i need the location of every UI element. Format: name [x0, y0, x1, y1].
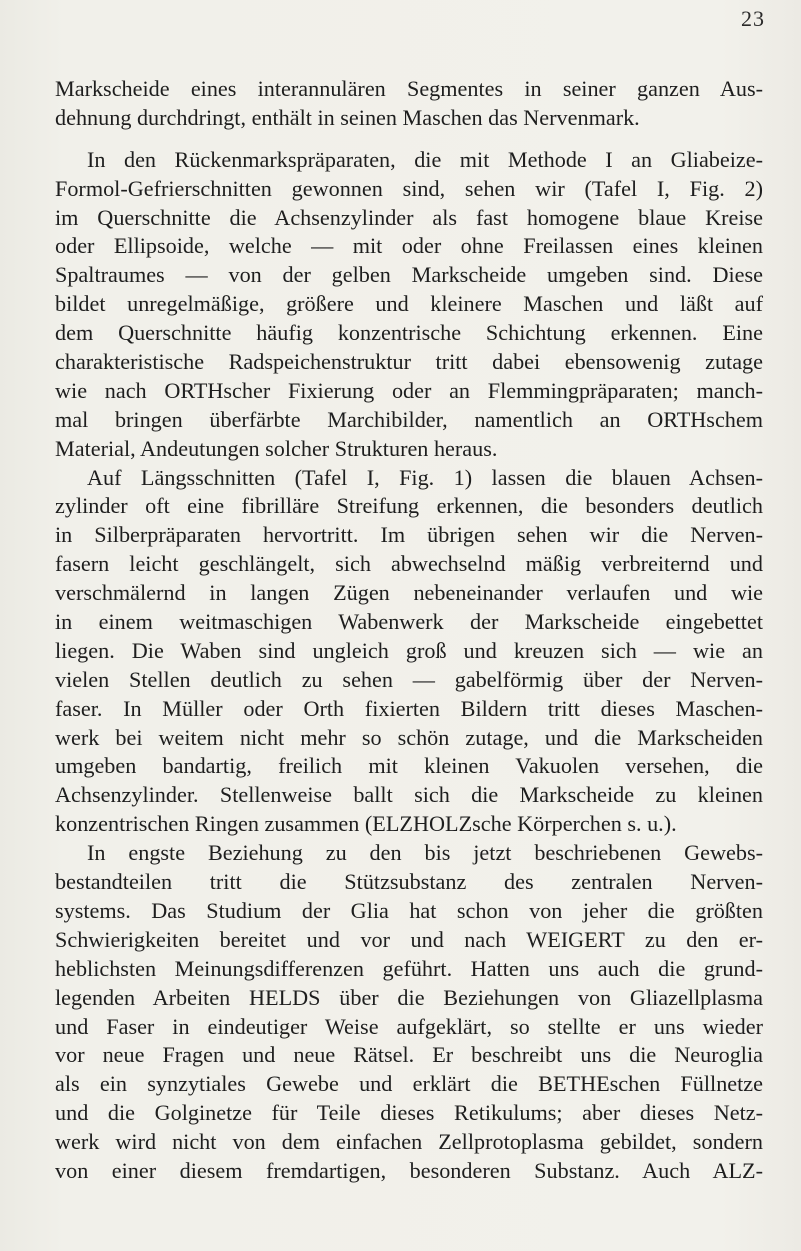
text-line: dem Querschnitte häufig konzentrische Schichtung erkennen. Eine: [55, 320, 763, 346]
text-line: Auf Längsschnitten (Tafel I, Fig. 1) lassen die blauen Achsen-: [87, 464, 763, 490]
text-line: Formol-Gefrierschnitten gewonnen sind, sehen wir (Tafel I, Fig. 2): [55, 175, 763, 201]
text-line: bestandteilen tritt die Stützsubstanz des zentralen Nerven-: [55, 869, 763, 895]
text-line: im Querschnitte die Achsenzylinder als fast homogene blaue Kreise: [55, 204, 763, 230]
text-line: und Faser in eindeutiger Weise aufgeklärt, so stellte er uns wieder: [55, 1013, 763, 1039]
text-line: umgeben bandartig, freilich mit kleinen Vakuolen versehen, die: [55, 753, 763, 779]
text-line: und die Golginetze für Teile dieses Retikulums; aber dieses Netz-: [55, 1100, 763, 1126]
text-line: heblichsten Meinungsdifferenzen geführt. Hatten uns auch die grund-: [55, 955, 763, 981]
text-line: Spaltraumes — von der gelben Markscheide umgeben sind. Diese: [55, 262, 763, 288]
body-text: [55, 75, 763, 1186]
text-line: faser. In Müller oder Orth fixierten Bildern tritt dieses Maschen-: [55, 695, 763, 721]
text-line: Schwierigkeiten bereitet und vor und nach WEIGERT zu den er-: [55, 926, 763, 952]
text-line: In engste Beziehung zu den bis jetzt beschriebenen Gewebs-: [87, 840, 763, 866]
text-line: konzentrischen Ringen zusammen (ELZHOLZsche Körperchen s. u.).: [55, 811, 677, 837]
text-line: liegen. Die Waben sind ungleich groß und kreuzen sich — wie an: [55, 637, 763, 663]
text-line: Achsenzylinder. Stellenweise ballt sich die Markscheide zu kleinen: [55, 782, 763, 808]
text-line: werk wird nicht von dem einfachen Zellprotoplasma gebildet, sondern: [55, 1129, 763, 1155]
text-line: vor neue Fragen und neue Rätsel. Er beschreibt uns die Neuroglia: [55, 1042, 763, 1068]
text-line: systems. Das Studium der Glia hat schon von jeher die größten: [55, 897, 763, 923]
text-line: charakteristische Radspeichenstruktur tritt dabei ebensowenig zutage: [55, 349, 763, 375]
page-number: 23: [741, 6, 765, 31]
text-line: legenden Arbeiten HELDS über die Beziehungen von Gliazellplasma: [55, 984, 763, 1010]
text-line: dehnung durchdringt, enthält in seinen Maschen das Nervenmark.: [55, 104, 640, 130]
text-line: in Silberpräparaten hervortritt. Im übrigen sehen wir die Nerven-: [55, 522, 763, 548]
text-line: In den Rückenmarkspräparaten, die mit Methode I an Gliabeize-: [87, 146, 763, 172]
text-line: werk bei weitem nicht mehr so schön zutage, und die Markscheiden: [55, 724, 763, 750]
text-line: bildet unregelmäßige, größere und kleinere Maschen und läßt auf: [55, 291, 763, 317]
text-line: von einer diesem fremdartigen, besonderen Substanz. Auch ALZ-: [55, 1157, 763, 1183]
text-line: wie nach ORTHscher Fixierung oder an Flemmingpräparaten; manch-: [55, 377, 763, 403]
text-line: Material, Andeutungen solcher Strukturen heraus.: [55, 435, 498, 461]
text-line: vielen Stellen deutlich zu sehen — gabelförmig über der Nerven-: [55, 666, 763, 692]
text-line: in einem weitmaschigen Wabenwerk der Markscheide eingebettet: [55, 609, 763, 635]
text-line: zylinder oft eine fibrilläre Streifung erkennen, die besonders deutlich: [55, 493, 763, 519]
text-line: oder Ellipsoide, welche — mit oder ohne Freilassen eines kleinen: [55, 233, 763, 259]
text-line: mal bringen überfärbte Marchibilder, namentlich an ORTHschem: [55, 406, 763, 432]
text-line: verschmälernd in langen Zügen nebeneinander verlaufen und wie: [55, 580, 763, 606]
text-line: fasern leicht geschlängelt, sich abwechselnd mäßig verbreiternd und: [55, 551, 763, 577]
text-line: als ein synzytiales Gewebe und erklärt die BETHEschen Füllnetze: [55, 1071, 763, 1097]
text-line: Markscheide eines interannulären Segmentes in seiner ganzen Aus-: [55, 76, 763, 101]
